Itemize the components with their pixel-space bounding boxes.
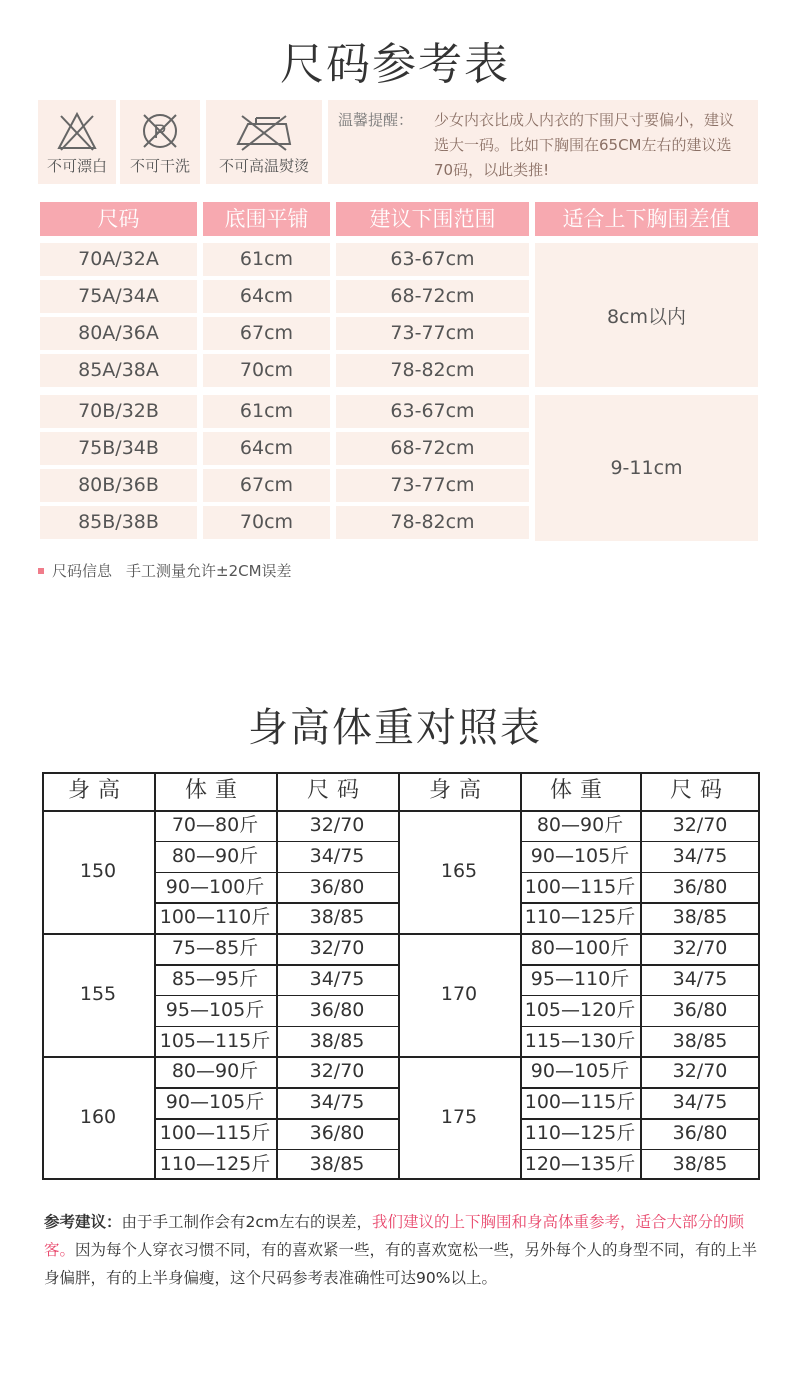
weight-cell: 70—80斤 bbox=[171, 814, 259, 836]
note-text: 手工测量允许±2CM误差 bbox=[126, 562, 292, 580]
size-code-cell: 36/80 bbox=[309, 998, 365, 1021]
size-code-cell: 34/75 bbox=[309, 968, 365, 990]
size-code-cell: 36/80 bbox=[309, 875, 365, 898]
size-code-cell: 36/80 bbox=[672, 875, 728, 898]
size-code-cell: 34/75 bbox=[309, 844, 365, 867]
flat-cell: 61cm bbox=[203, 243, 330, 276]
flat-cell: 61cm bbox=[203, 395, 330, 428]
size-code-cell: 38/85 bbox=[309, 906, 365, 929]
size-cell: 85A/38A bbox=[40, 354, 197, 387]
size-code-cell: 32/70 bbox=[309, 1060, 365, 1083]
weight-cell: 90—100斤 bbox=[165, 875, 265, 898]
weight-cell: 80—90斤 bbox=[536, 814, 624, 836]
weight-cell: 110—125斤 bbox=[159, 1152, 271, 1175]
weight-cell: 85—95斤 bbox=[171, 968, 259, 990]
range-cell: 68-72cm bbox=[336, 280, 529, 313]
height-cell: 150 bbox=[79, 860, 117, 882]
range-cell: 63-67cm bbox=[336, 243, 529, 276]
tip-text: 少女内衣比成人内衣的下围尺寸要偏小，建议选大一码。比如下胸围在65CM左右的建议选70码，以此类推! bbox=[434, 111, 735, 179]
suggested-range-header: 建议下围范围 bbox=[336, 202, 529, 236]
care-no-bleach bbox=[38, 100, 116, 184]
weight-cell: 100—110斤 bbox=[159, 906, 271, 929]
weight-cell: 105—120斤 bbox=[524, 998, 636, 1021]
no-bleach-icon bbox=[38, 108, 116, 154]
range-cell: 78-82cm bbox=[336, 506, 529, 539]
advice-paragraph bbox=[44, 1208, 764, 1292]
size-code-cell: 38/85 bbox=[309, 1152, 365, 1175]
range-cell: 73-77cm bbox=[336, 469, 529, 502]
weight-cell: 105—115斤 bbox=[159, 1029, 271, 1052]
size-code-cell: 32/70 bbox=[672, 937, 728, 960]
flat-cell: 70cm bbox=[203, 354, 330, 387]
care-no-dry-clean bbox=[120, 100, 200, 184]
flat-cell: 64cm bbox=[203, 280, 330, 313]
size-cell: 80B/36B bbox=[40, 469, 197, 502]
advice-part1: 由于手工制作会有2cm左右的误差， bbox=[121, 1213, 372, 1231]
no-iron-icon bbox=[206, 108, 322, 154]
size-cell: 85B/38B bbox=[40, 506, 197, 539]
range-cell: 63-67cm bbox=[336, 395, 529, 428]
hw-header-cell: 身高 bbox=[67, 778, 128, 803]
flat-cell: 64cm bbox=[203, 432, 330, 465]
size-code-cell: 34/75 bbox=[672, 844, 728, 867]
weight-cell: 80—90斤 bbox=[171, 844, 259, 867]
weight-cell: 100—115斤 bbox=[524, 1091, 636, 1114]
size-cell: 70A/32A bbox=[40, 243, 197, 276]
size-code-cell: 36/80 bbox=[672, 998, 728, 1021]
advice-lead: 参考建议： bbox=[44, 1213, 122, 1231]
weight-cell: 90—105斤 bbox=[165, 1091, 265, 1114]
weight-cell: 80—100斤 bbox=[530, 937, 630, 960]
size-chart-title: 尺码参考表 bbox=[280, 39, 510, 90]
height-weight-title: 身高体重对照表 bbox=[248, 705, 542, 751]
weight-cell: 90—105斤 bbox=[530, 1060, 630, 1083]
size-cell: 75B/34B bbox=[40, 432, 197, 465]
weight-cell: 75—85斤 bbox=[171, 937, 259, 960]
size-cell: 70B/32B bbox=[40, 395, 197, 428]
tip-lead: 温馨提醒： bbox=[338, 111, 414, 129]
size-code-cell: 38/85 bbox=[672, 1029, 728, 1052]
flat-cell: 67cm bbox=[203, 469, 330, 502]
no-dry-clean-icon bbox=[120, 108, 200, 154]
size-code-cell: 36/80 bbox=[309, 1122, 365, 1144]
hw-header-cell: 尺码 bbox=[669, 778, 730, 803]
size-cell: 80A/36A bbox=[40, 317, 197, 350]
weight-cell: 120—135斤 bbox=[524, 1152, 636, 1175]
svg-text:P: P bbox=[153, 122, 167, 143]
underbust-flat-header: 底围平铺 bbox=[203, 202, 330, 236]
warm-tip bbox=[328, 100, 758, 184]
size-code-cell: 34/75 bbox=[309, 1091, 365, 1114]
height-cell: 160 bbox=[79, 1106, 117, 1129]
weight-cell: 110—125斤 bbox=[524, 1122, 636, 1144]
care-label: 不可漂白 bbox=[46, 157, 107, 175]
size-code-cell: 32/70 bbox=[672, 814, 728, 836]
bust-diff-header: 适合上下胸围差值 bbox=[535, 202, 758, 236]
bust-diff-cell: 8cm以内 bbox=[535, 243, 758, 387]
size-code-cell: 34/75 bbox=[672, 1091, 728, 1114]
weight-cell: 95—110斤 bbox=[530, 968, 630, 990]
height-cell: 170 bbox=[440, 983, 478, 1006]
weight-cell: 100—115斤 bbox=[159, 1122, 271, 1144]
size-code-cell: 34/75 bbox=[672, 968, 728, 990]
weight-cell: 90—105斤 bbox=[530, 844, 630, 867]
height-cell: 175 bbox=[440, 1106, 478, 1129]
size-cell: 75A/34A bbox=[40, 280, 197, 313]
height-cell: 155 bbox=[79, 983, 117, 1006]
size-header: 尺码 bbox=[40, 202, 197, 236]
hw-header-cell: 身高 bbox=[428, 778, 489, 803]
size-code-cell: 36/80 bbox=[672, 1122, 728, 1144]
advice-part2: 因为每个人穿衣习惯不同，有的喜欢紧一些，有的喜欢宽松一些，另外每个人的身型不同，有的上半身偏胖，有的上半身偏瘦，这个尺码参考表准确性可达90%以上。 bbox=[44, 1241, 758, 1287]
weight-cell: 95—105斤 bbox=[165, 998, 265, 1021]
flat-cell: 70cm bbox=[203, 506, 330, 539]
size-code-cell: 38/85 bbox=[672, 906, 728, 929]
range-cell: 68-72cm bbox=[336, 432, 529, 465]
flat-cell: 67cm bbox=[203, 317, 330, 350]
hw-header-cell: 体重 bbox=[549, 778, 610, 803]
weight-cell: 110—125斤 bbox=[524, 906, 636, 929]
care-label: 不可干洗 bbox=[129, 157, 190, 175]
size-code-cell: 32/70 bbox=[672, 1060, 728, 1083]
hw-header-cell: 体重 bbox=[184, 778, 245, 803]
advice-highlight: 我们建议的上下胸围和身高体重参考，适合大部分的顾客。 bbox=[44, 1213, 745, 1259]
weight-cell: 80—90斤 bbox=[171, 1060, 259, 1083]
height-cell: 165 bbox=[440, 860, 478, 882]
care-label: 不可高温熨烫 bbox=[218, 157, 309, 175]
height-weight-table bbox=[42, 772, 760, 1180]
care-no-iron bbox=[206, 100, 322, 184]
size-note bbox=[38, 560, 292, 581]
range-cell: 78-82cm bbox=[336, 354, 529, 387]
hw-header-cell: 尺码 bbox=[306, 778, 367, 803]
bust-diff-cell: 9-11cm bbox=[535, 395, 758, 541]
note-label: 尺码信息 bbox=[52, 562, 113, 580]
bullet-square bbox=[38, 568, 44, 574]
size-code-cell: 32/70 bbox=[309, 937, 365, 960]
size-code-cell: 32/70 bbox=[309, 814, 365, 836]
range-cell: 73-77cm bbox=[336, 317, 529, 350]
weight-cell: 115—130斤 bbox=[524, 1029, 636, 1052]
weight-cell: 100—115斤 bbox=[524, 875, 636, 898]
size-code-cell: 38/85 bbox=[309, 1029, 365, 1052]
size-code-cell: 38/85 bbox=[672, 1152, 728, 1175]
